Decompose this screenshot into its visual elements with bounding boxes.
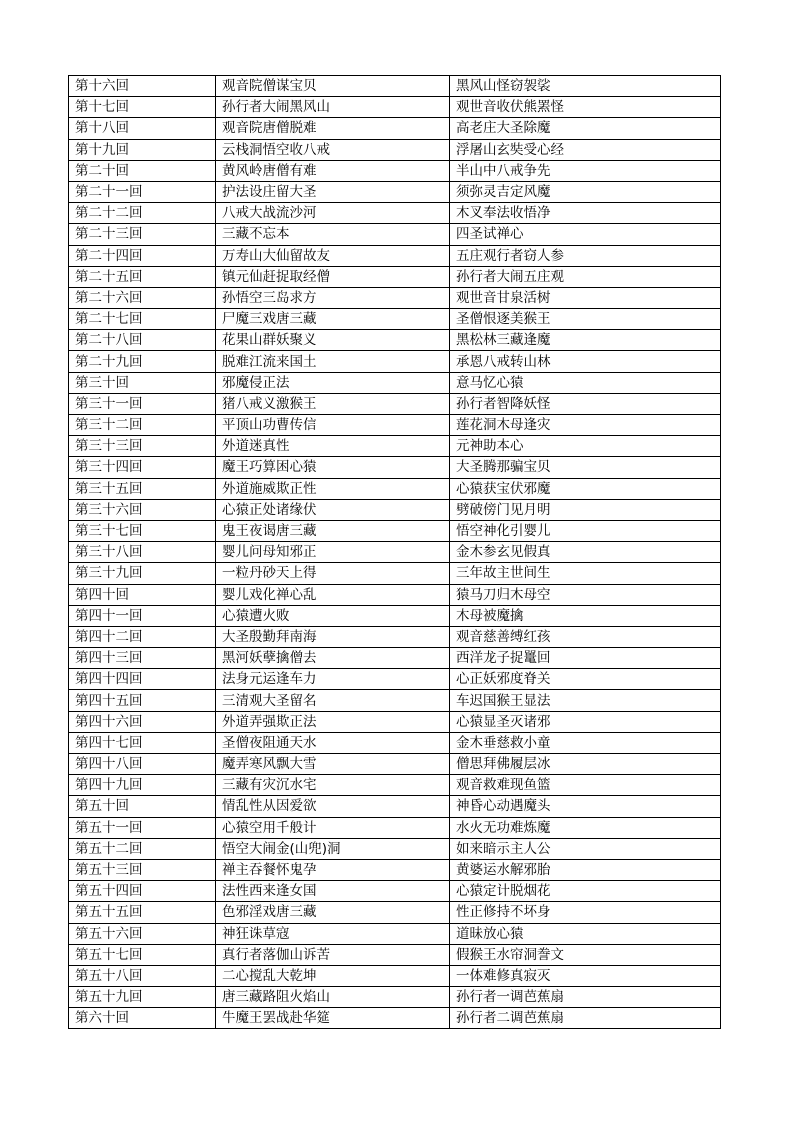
table-row [69, 669, 721, 690]
chapter-number-cell: 第五十九回 [69, 987, 216, 1008]
couplet-first-line-cell: 心猿遭火败 [216, 605, 450, 626]
chapter-number-cell: 第三十六回 [69, 499, 216, 520]
couplet-second-line-cell: 黄婆运水解邪胎 [450, 859, 721, 880]
couplet-first-line-cell: 黑河妖孽擒僧去 [216, 648, 450, 669]
chapter-number-cell: 第三十回 [69, 372, 216, 393]
couplet-first-line-cell: 万寿山大仙留故友 [216, 245, 450, 266]
couplet-first-line-cell: 心猿正处诸缘伏 [216, 499, 450, 520]
table-row [69, 160, 721, 181]
couplet-second-line-cell: 浮屠山玄奘受心经 [450, 139, 721, 160]
chapter-number-cell: 第四十二回 [69, 626, 216, 647]
couplet-second-line-cell: 承恩八戒转山林 [450, 351, 721, 372]
couplet-second-line-cell: 性正修持不坏身 [450, 902, 721, 923]
chapter-number-cell: 第五十回 [69, 796, 216, 817]
couplet-first-line-cell: 尸魔三戏唐三藏 [216, 309, 450, 330]
chapter-number-cell: 第四十六回 [69, 711, 216, 732]
chapter-number-cell: 第三十五回 [69, 478, 216, 499]
chapter-number-cell: 第四十四回 [69, 669, 216, 690]
couplet-second-line-cell: 劈破傍门见月明 [450, 499, 721, 520]
couplet-first-line-cell: 孙悟空三岛求方 [216, 287, 450, 308]
table-row [69, 181, 721, 202]
couplet-second-line-cell: 观音慈善缚红孩 [450, 626, 721, 647]
couplet-first-line-cell: 魔王巧算困心猿 [216, 457, 450, 478]
couplet-second-line-cell: 圣僧恨逐美猴王 [450, 309, 721, 330]
couplet-second-line-cell: 心猿获宝伏邪魔 [450, 478, 721, 499]
chapter-number-cell: 第三十一回 [69, 393, 216, 414]
chapter-number-cell: 第二十八回 [69, 330, 216, 351]
couplet-second-line-cell: 心猿显圣灭诸邪 [450, 711, 721, 732]
couplet-first-line-cell: 唐三藏路阻火焰山 [216, 987, 450, 1008]
couplet-second-line-cell: 大圣腾那骗宝贝 [450, 457, 721, 478]
chapter-number-cell: 第五十三回 [69, 859, 216, 880]
couplet-first-line-cell: 婴儿戏化禅心乱 [216, 584, 450, 605]
couplet-second-line-cell: 金木垂慈救小童 [450, 732, 721, 753]
couplet-first-line-cell: 大圣殷勤拜南海 [216, 626, 450, 647]
couplet-second-line-cell: 一体难修真寂灭 [450, 965, 721, 986]
chapter-number-cell: 第六十回 [69, 1008, 216, 1029]
chapter-number-cell: 第十九回 [69, 139, 216, 160]
couplet-second-line-cell: 观世音收伏熊罴怪 [450, 97, 721, 118]
chapter-number-cell: 第四十一回 [69, 605, 216, 626]
couplet-first-line-cell: 色邪淫戏唐三藏 [216, 902, 450, 923]
couplet-second-line-cell: 莲花洞木母逢灾 [450, 415, 721, 436]
couplet-second-line-cell: 心猿定计脱烟花 [450, 881, 721, 902]
couplet-first-line-cell: 外道弄强欺正法 [216, 711, 450, 732]
couplet-second-line-cell: 孙行者大闹五庄观 [450, 266, 721, 287]
table-row [69, 944, 721, 965]
couplet-first-line-cell: 牛魔王罢战赴华筵 [216, 1008, 450, 1029]
table-row [69, 520, 721, 541]
couplet-second-line-cell: 僧思拜佛履层冰 [450, 754, 721, 775]
chapter-number-cell: 第四十五回 [69, 690, 216, 711]
table-row [69, 203, 721, 224]
couplet-second-line-cell: 观音救难现鱼篮 [450, 775, 721, 796]
table-row [69, 605, 721, 626]
chapter-number-cell: 第三十九回 [69, 563, 216, 584]
table-row [69, 372, 721, 393]
chapter-number-cell: 第四十七回 [69, 732, 216, 753]
table-row [69, 648, 721, 669]
couplet-second-line-cell: 假猴王水帘洞誊文 [450, 944, 721, 965]
chapter-number-cell: 第五十七回 [69, 944, 216, 965]
couplet-first-line-cell: 圣僧夜阻通天水 [216, 732, 450, 753]
chapter-number-cell: 第四十八回 [69, 754, 216, 775]
chapter-title-table [68, 75, 721, 1029]
chapter-number-cell: 第二十七回 [69, 309, 216, 330]
chapter-number-cell: 第二十六回 [69, 287, 216, 308]
table-row [69, 76, 721, 97]
couplet-first-line-cell: 观音院僧谋宝贝 [216, 76, 450, 97]
table-row [69, 97, 721, 118]
table-row [69, 139, 721, 160]
chapter-number-cell: 第三十七回 [69, 520, 216, 541]
couplet-first-line-cell: 二心搅乱大乾坤 [216, 965, 450, 986]
couplet-first-line-cell: 猪八戒义激猴王 [216, 393, 450, 414]
couplet-second-line-cell: 元神助本心 [450, 436, 721, 457]
chapter-number-cell: 第二十九回 [69, 351, 216, 372]
chapter-number-cell: 第五十八回 [69, 965, 216, 986]
table-row [69, 393, 721, 414]
chapter-number-cell: 第三十三回 [69, 436, 216, 457]
chapter-number-cell: 第十八回 [69, 118, 216, 139]
couplet-first-line-cell: 情乱性从因爱欲 [216, 796, 450, 817]
chapter-number-cell: 第五十六回 [69, 923, 216, 944]
couplet-second-line-cell: 心正妖邪度脊关 [450, 669, 721, 690]
table-row [69, 902, 721, 923]
table-row [69, 118, 721, 139]
couplet-second-line-cell: 须弥灵吉定风魔 [450, 181, 721, 202]
couplet-first-line-cell: 禅主吞餐怀鬼孕 [216, 859, 450, 880]
table-row [69, 351, 721, 372]
couplet-second-line-cell: 木母被魔擒 [450, 605, 721, 626]
couplet-second-line-cell: 黑风山怪窃袈裟 [450, 76, 721, 97]
table-row [69, 415, 721, 436]
chapter-number-cell: 第二十四回 [69, 245, 216, 266]
chapter-number-cell: 第三十八回 [69, 542, 216, 563]
table-row [69, 987, 721, 1008]
chapter-number-cell: 第二十三回 [69, 224, 216, 245]
couplet-first-line-cell: 三藏有灾沉水宅 [216, 775, 450, 796]
table-row [69, 923, 721, 944]
table-row [69, 690, 721, 711]
table-row [69, 499, 721, 520]
couplet-first-line-cell: 真行者落伽山诉苦 [216, 944, 450, 965]
table-row [69, 542, 721, 563]
couplet-first-line-cell: 外道迷真性 [216, 436, 450, 457]
couplet-second-line-cell: 神昏心动遇魔头 [450, 796, 721, 817]
table-row [69, 563, 721, 584]
chapter-number-cell: 第二十二回 [69, 203, 216, 224]
couplet-first-line-cell: 一粒丹砂天上得 [216, 563, 450, 584]
couplet-second-line-cell: 黑松林三藏逢魔 [450, 330, 721, 351]
chapter-number-cell: 第二十一回 [69, 181, 216, 202]
table-row [69, 754, 721, 775]
couplet-first-line-cell: 婴儿问母知邪正 [216, 542, 450, 563]
couplet-first-line-cell: 心猿空用千般计 [216, 817, 450, 838]
couplet-first-line-cell: 法身元运逢车力 [216, 669, 450, 690]
chapter-number-cell: 第五十四回 [69, 881, 216, 902]
couplet-first-line-cell: 魔弄寒风飘大雪 [216, 754, 450, 775]
couplet-second-line-cell: 孙行者二调芭蕉扇 [450, 1008, 721, 1029]
couplet-first-line-cell: 脱难江流来国土 [216, 351, 450, 372]
couplet-first-line-cell: 悟空大闹金(山兜)洞 [216, 838, 450, 859]
table-row [69, 796, 721, 817]
couplet-second-line-cell: 意马忆心猿 [450, 372, 721, 393]
chapter-number-cell: 第五十五回 [69, 902, 216, 923]
couplet-second-line-cell: 木叉奉法收悟净 [450, 203, 721, 224]
couplet-second-line-cell: 五庄观行者窃人参 [450, 245, 721, 266]
chapter-number-cell: 第三十四回 [69, 457, 216, 478]
couplet-first-line-cell: 邪魔侵正法 [216, 372, 450, 393]
couplet-second-line-cell: 猿马刀归木母空 [450, 584, 721, 605]
table-row [69, 732, 721, 753]
table-row [69, 266, 721, 287]
table-row [69, 711, 721, 732]
chapter-number-cell: 第五十一回 [69, 817, 216, 838]
couplet-second-line-cell: 悟空神化引婴儿 [450, 520, 721, 541]
chapter-number-cell: 第十六回 [69, 76, 216, 97]
table-row [69, 330, 721, 351]
couplet-first-line-cell: 神狂诛草寇 [216, 923, 450, 944]
couplet-second-line-cell: 高老庄大圣除魔 [450, 118, 721, 139]
table-row [69, 287, 721, 308]
couplet-second-line-cell: 车迟国猴王显法 [450, 690, 721, 711]
chapter-number-cell: 第二十五回 [69, 266, 216, 287]
chapter-number-cell: 第三十二回 [69, 415, 216, 436]
couplet-first-line-cell: 法性西来逢女国 [216, 881, 450, 902]
couplet-first-line-cell: 平顶山功曹传信 [216, 415, 450, 436]
chapter-number-cell: 第四十三回 [69, 648, 216, 669]
couplet-second-line-cell: 半山中八戒争先 [450, 160, 721, 181]
table-row [69, 224, 721, 245]
couplet-second-line-cell: 观世音甘泉活树 [450, 287, 721, 308]
table-row [69, 965, 721, 986]
couplet-first-line-cell: 护法设庄留大圣 [216, 181, 450, 202]
couplet-second-line-cell: 西洋龙子捉鼍回 [450, 648, 721, 669]
chapter-number-cell: 第十七回 [69, 97, 216, 118]
table-row [69, 309, 721, 330]
table-row [69, 838, 721, 859]
chapter-table-body [69, 76, 721, 1029]
table-row [69, 775, 721, 796]
couplet-first-line-cell: 三清观大圣留名 [216, 690, 450, 711]
couplet-second-line-cell: 孙行者智降妖怪 [450, 393, 721, 414]
chapter-number-cell: 第五十二回 [69, 838, 216, 859]
table-row [69, 478, 721, 499]
couplet-first-line-cell: 观音院唐僧脱难 [216, 118, 450, 139]
table-row [69, 817, 721, 838]
table-row [69, 881, 721, 902]
table-row [69, 1008, 721, 1029]
couplet-first-line-cell: 花果山群妖聚义 [216, 330, 450, 351]
couplet-first-line-cell: 三藏不忘本 [216, 224, 450, 245]
couplet-first-line-cell: 镇元仙赶捉取经僧 [216, 266, 450, 287]
table-row [69, 584, 721, 605]
couplet-first-line-cell: 外道施威欺正性 [216, 478, 450, 499]
couplet-first-line-cell: 孙行者大闹黑风山 [216, 97, 450, 118]
couplet-second-line-cell: 道昧放心猿 [450, 923, 721, 944]
couplet-first-line-cell: 云栈洞悟空收八戒 [216, 139, 450, 160]
chapter-number-cell: 第二十回 [69, 160, 216, 181]
table-row [69, 626, 721, 647]
couplet-second-line-cell: 金木参玄见假真 [450, 542, 721, 563]
chapter-number-cell: 第四十回 [69, 584, 216, 605]
couplet-first-line-cell: 八戒大战流沙河 [216, 203, 450, 224]
table-row [69, 457, 721, 478]
table-row [69, 436, 721, 457]
couplet-second-line-cell: 孙行者一调芭蕉扇 [450, 987, 721, 1008]
table-row [69, 859, 721, 880]
table-row [69, 245, 721, 266]
couplet-second-line-cell: 四圣试禅心 [450, 224, 721, 245]
couplet-second-line-cell: 三年故主世间生 [450, 563, 721, 584]
chapter-number-cell: 第四十九回 [69, 775, 216, 796]
couplet-first-line-cell: 黄风岭唐僧有难 [216, 160, 450, 181]
couplet-second-line-cell: 如来暗示主人公 [450, 838, 721, 859]
couplet-first-line-cell: 鬼王夜谒唐三藏 [216, 520, 450, 541]
couplet-second-line-cell: 水火无功难炼魔 [450, 817, 721, 838]
